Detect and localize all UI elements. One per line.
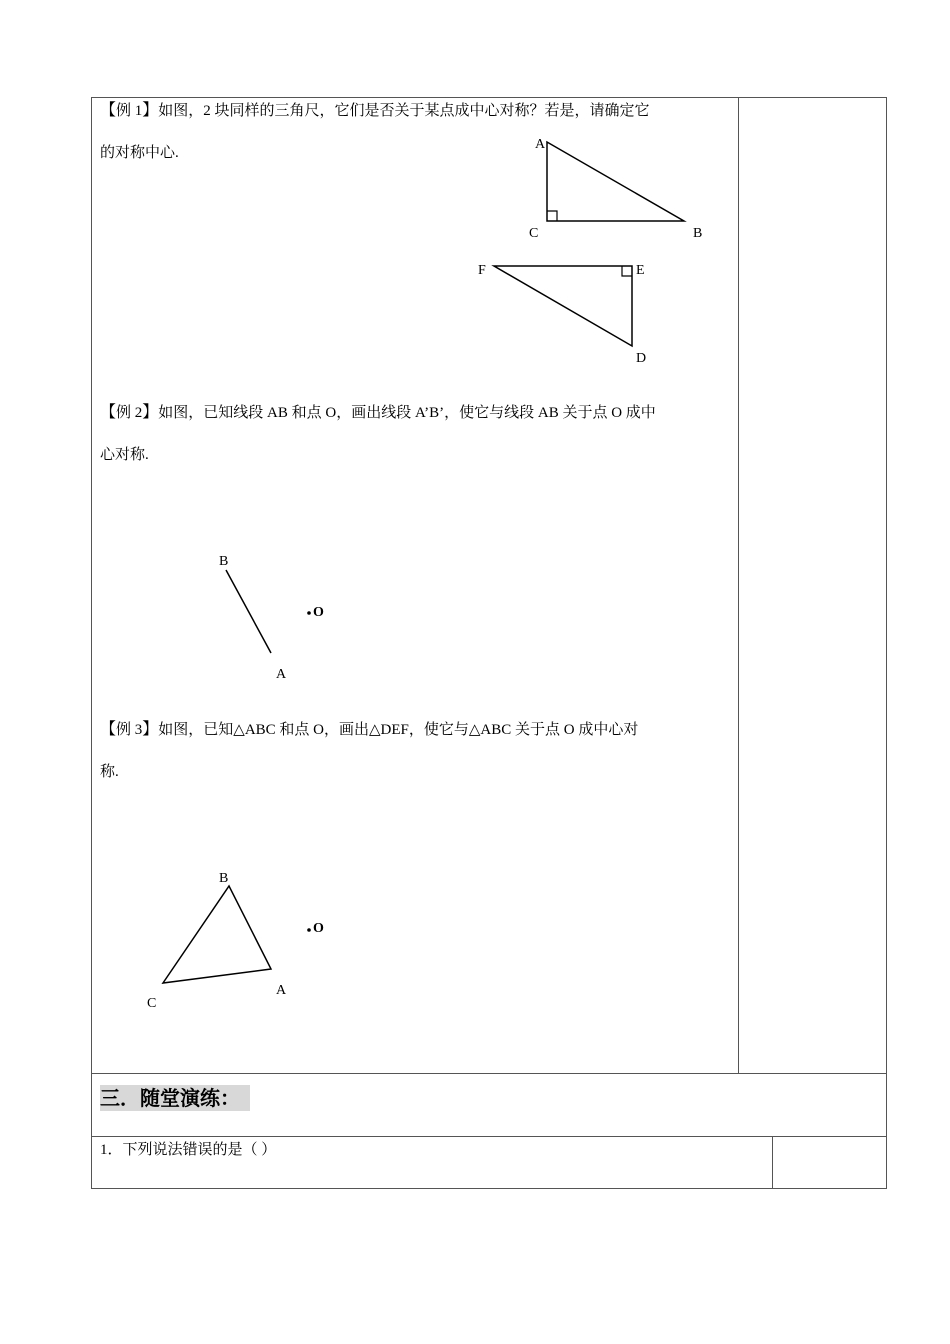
label-e: E — [636, 263, 645, 278]
label-a: A — [276, 983, 287, 998]
example-line-1: 如图，已知△ABC 和点 O，画出△DEF，使它与△ABC 关于点 O 成中心对 — [158, 722, 639, 738]
triangle-abc-2 — [163, 886, 271, 983]
example-line-1: 如图，2 块同样的三角尺，它们是否关于某点成中心对称？若是，请确定它 — [158, 103, 650, 119]
example-tag-open: 【 — [100, 404, 117, 421]
triangle-def — [494, 266, 632, 346]
example-tag-close: 】 — [142, 102, 159, 119]
label-a: A — [276, 667, 287, 682]
label-o: O — [313, 605, 324, 620]
label-b: B — [693, 226, 703, 241]
label-o: O — [313, 921, 324, 936]
point-o — [307, 611, 311, 615]
label-a: A — [535, 137, 546, 152]
example-tag-close: 】 — [142, 721, 159, 738]
right-angle-mark-c — [547, 211, 557, 221]
example-tag: 例 1 — [116, 103, 143, 119]
question-1-text: 1．下列说法错误的是（ ） — [100, 1142, 277, 1158]
example-tag-close: 】 — [142, 404, 159, 421]
example-tag-open: 【 — [100, 721, 117, 738]
example-tag: 例 2 — [116, 405, 143, 421]
label-d: D — [636, 351, 647, 366]
label-c: C — [529, 226, 539, 241]
example-line-2: 称. — [100, 764, 119, 780]
example-tag: 例 3 — [116, 722, 143, 738]
label-c: C — [147, 996, 157, 1011]
label-b: B — [219, 554, 229, 569]
label-b: B — [219, 871, 229, 886]
example-line-2: 心对称. — [100, 447, 149, 463]
example-line-1: 如图，已知线段 AB 和点 O，画出线段 A’B’，使它与线段 AB 关于点 O 成中 — [158, 405, 656, 421]
point-o-2 — [307, 928, 311, 932]
triangle-abc — [547, 142, 684, 221]
right-angle-mark-e — [622, 266, 632, 276]
example-tag-open: 【 — [100, 102, 117, 119]
section-title: 三．随堂演练： — [100, 1085, 250, 1111]
label-f: F — [478, 263, 486, 278]
segment-ab — [226, 570, 271, 653]
example-line-2: 的对称中心. — [100, 145, 179, 161]
